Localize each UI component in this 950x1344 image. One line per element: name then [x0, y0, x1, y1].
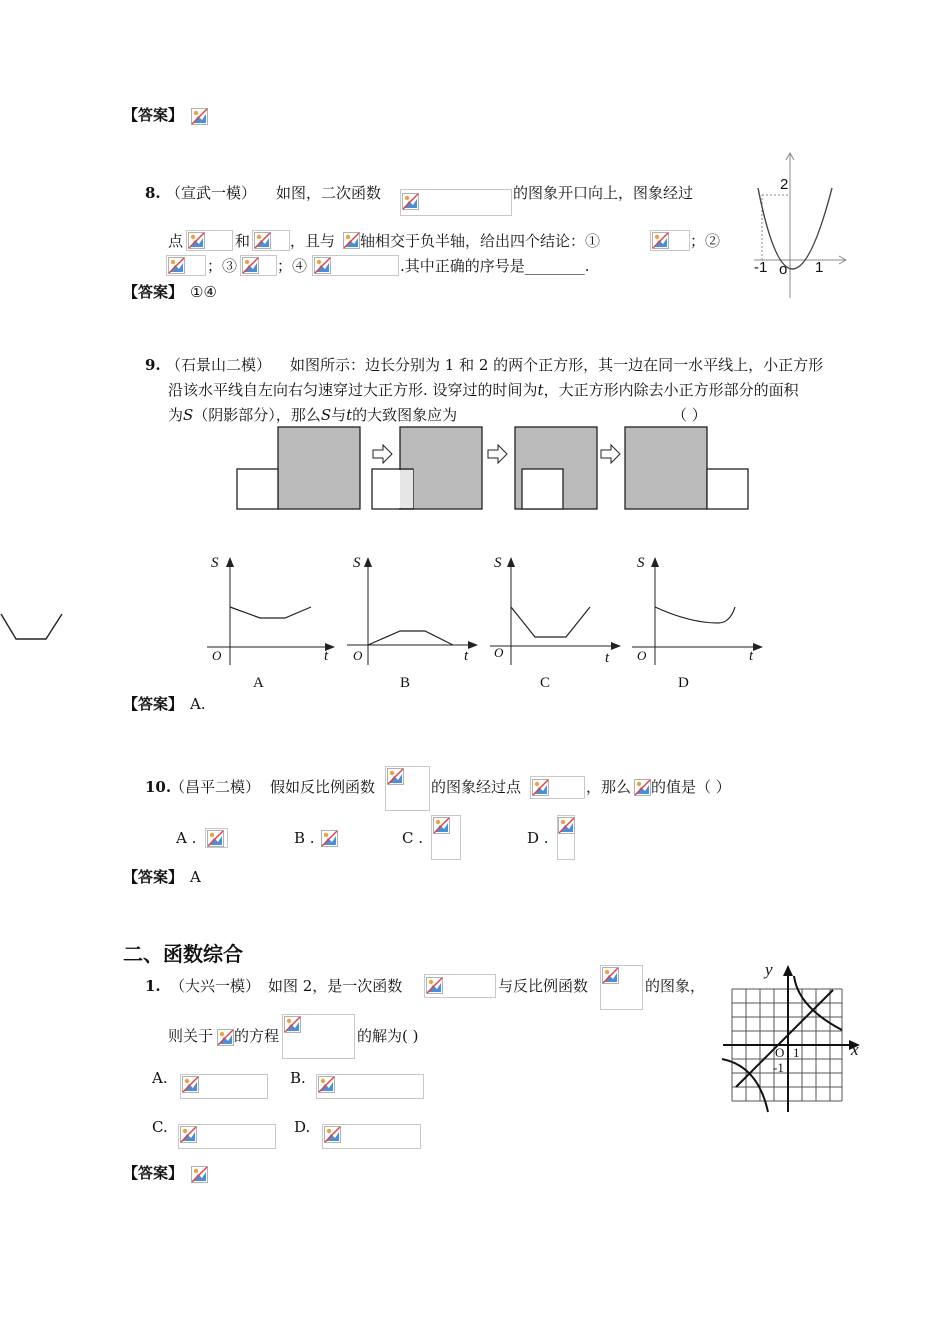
broken-image-icon — [191, 1166, 208, 1183]
answer-value: A — [190, 868, 201, 886]
question-text: .其中正确的序号是________. — [400, 257, 590, 275]
option-a-label: A . — [176, 829, 197, 847]
question-text: 沿该水平线自左向右匀速穿过大正方形. 设穿过的时间为t，大正方形内除去小正方形部分的面积 — [168, 381, 799, 399]
question-text: 的图象， — [645, 977, 706, 995]
broken-image-icon — [652, 232, 669, 249]
axis-label-o: O — [353, 648, 363, 663]
option-label-b: B — [400, 675, 411, 691]
trapezoid-shape — [0, 612, 70, 642]
answer-value: ①④ — [190, 283, 217, 301]
axis-label-t: t — [464, 648, 469, 664]
broken-image-icon — [217, 1029, 234, 1046]
option-c-label: C. — [152, 1118, 168, 1136]
section-heading: 二、函数综合 — [123, 942, 243, 966]
parabola-curve — [758, 188, 832, 269]
question-source: （大兴一模） — [170, 977, 261, 995]
question-text: 的图象开口向上，图象经过 — [513, 184, 694, 202]
question-text: 的方程 — [234, 1027, 280, 1045]
question-text: 轴相交于负半轴，给出四个结论：① — [360, 232, 601, 250]
question-text: ；② — [690, 232, 721, 250]
origin-label: O — [775, 1045, 785, 1060]
graph-option-b — [345, 555, 480, 670]
question-text: 和 — [235, 232, 251, 250]
question-source: （石景山二模） — [166, 356, 272, 374]
broken-image-icon — [321, 830, 338, 847]
option-d-label: D . — [527, 829, 549, 847]
tick-label-one: 1 — [793, 1045, 800, 1060]
question-text: ，那么 — [586, 778, 632, 796]
axis-label-o: O — [212, 648, 222, 663]
answer-label: 【答案】 — [123, 1164, 184, 1182]
answer-label: 【答案】 — [123, 868, 184, 886]
question-text: 的图象经过点 — [431, 778, 522, 796]
option-label-c: C — [540, 675, 551, 691]
question-text: 假如反比例函数 — [270, 778, 376, 796]
question-text: 点 — [168, 232, 184, 250]
x-tick-label: -1 — [754, 259, 768, 276]
broken-image-icon — [168, 257, 185, 274]
graph-option-a — [205, 555, 335, 670]
question-number: 1. — [145, 977, 161, 995]
broken-image-icon — [558, 817, 575, 834]
question-text: 为S（阴影部分），那么S与t的大致图象应为 — [168, 406, 458, 424]
broken-image-icon — [602, 967, 619, 984]
question-text: 如图所示：边长分别为 1 和 2 的两个正方形，其一边在同一水平线上，小正方形 — [290, 356, 824, 374]
graph-option-d — [630, 555, 765, 670]
question-number: 9. — [145, 356, 161, 374]
tick-label-neg-one: -1 — [773, 1060, 784, 1075]
x-axis-label: x — [851, 1040, 859, 1059]
answer-label: 【答案】 — [123, 283, 184, 301]
axis-label-o: O — [494, 645, 504, 660]
question-source: （宣武一模） — [166, 184, 257, 202]
option-b-label: B . — [294, 829, 315, 847]
axis-label-o: O — [637, 648, 647, 663]
question-text: 的解为( ) — [357, 1027, 419, 1045]
option-label-a: A — [253, 675, 264, 691]
broken-image-icon — [634, 779, 651, 796]
question-text: ，且与 — [290, 232, 336, 250]
origin-label: o — [779, 261, 788, 278]
option-label-d: D — [678, 675, 689, 691]
answer-label: 【答案】 — [123, 695, 184, 713]
axis-label-s: S — [211, 555, 219, 571]
axis-label-s: S — [494, 555, 502, 571]
broken-image-icon — [387, 768, 404, 785]
answer-value: A. — [190, 695, 206, 713]
axis-label-s: S — [353, 555, 361, 571]
broken-image-icon — [433, 817, 450, 834]
broken-image-icon — [402, 193, 419, 210]
function-grid-graph — [718, 962, 868, 1117]
squares-sequence-figure — [230, 425, 755, 515]
option-b-label: B. — [290, 1069, 306, 1087]
x-tick-label: 1 — [815, 259, 824, 276]
axis-label-t: t — [324, 648, 329, 664]
broken-image-icon — [284, 1016, 301, 1033]
broken-image-icon — [318, 1076, 335, 1093]
question-source: （昌平二模） — [170, 778, 261, 796]
question-text: 如图 2，是一次函数 — [268, 977, 403, 995]
broken-image-icon — [242, 257, 259, 274]
option-d-label: D. — [294, 1118, 311, 1136]
broken-image-icon — [532, 779, 549, 796]
graph-option-c — [488, 555, 623, 670]
broken-image-icon — [188, 232, 205, 249]
axis-label-s: S — [637, 555, 645, 571]
broken-image-icon — [182, 1076, 199, 1093]
broken-image-icon — [324, 1126, 341, 1143]
y-axis-label: y — [765, 960, 773, 979]
parabola-graph — [750, 150, 850, 300]
broken-image-icon — [207, 830, 224, 847]
question-text: 则关于 — [168, 1027, 214, 1045]
option-c-label: C . — [402, 829, 424, 847]
question-number: 8. — [145, 184, 161, 202]
question-number: 10. — [145, 778, 172, 796]
broken-image-icon — [254, 232, 271, 249]
question-text: ；④ — [277, 257, 308, 275]
axis-label-t: t — [605, 650, 610, 666]
answer-label: 【答案】 — [123, 106, 184, 124]
broken-image-icon — [191, 108, 208, 125]
question-text: 如图，二次函数 — [276, 184, 382, 202]
question-text: 与反比例函数 — [498, 977, 589, 995]
question-text: ；③ — [207, 257, 238, 275]
option-a-label: A. — [152, 1069, 168, 1087]
answer-paren: （ ） — [672, 406, 707, 424]
axis-label-t: t — [749, 648, 754, 664]
broken-image-icon — [180, 1126, 197, 1143]
question-text: 的值是（ ） — [651, 778, 731, 796]
broken-image-icon — [314, 257, 331, 274]
broken-image-icon — [426, 977, 443, 994]
broken-image-icon — [343, 232, 360, 249]
y-tick-label: 2 — [780, 176, 789, 193]
